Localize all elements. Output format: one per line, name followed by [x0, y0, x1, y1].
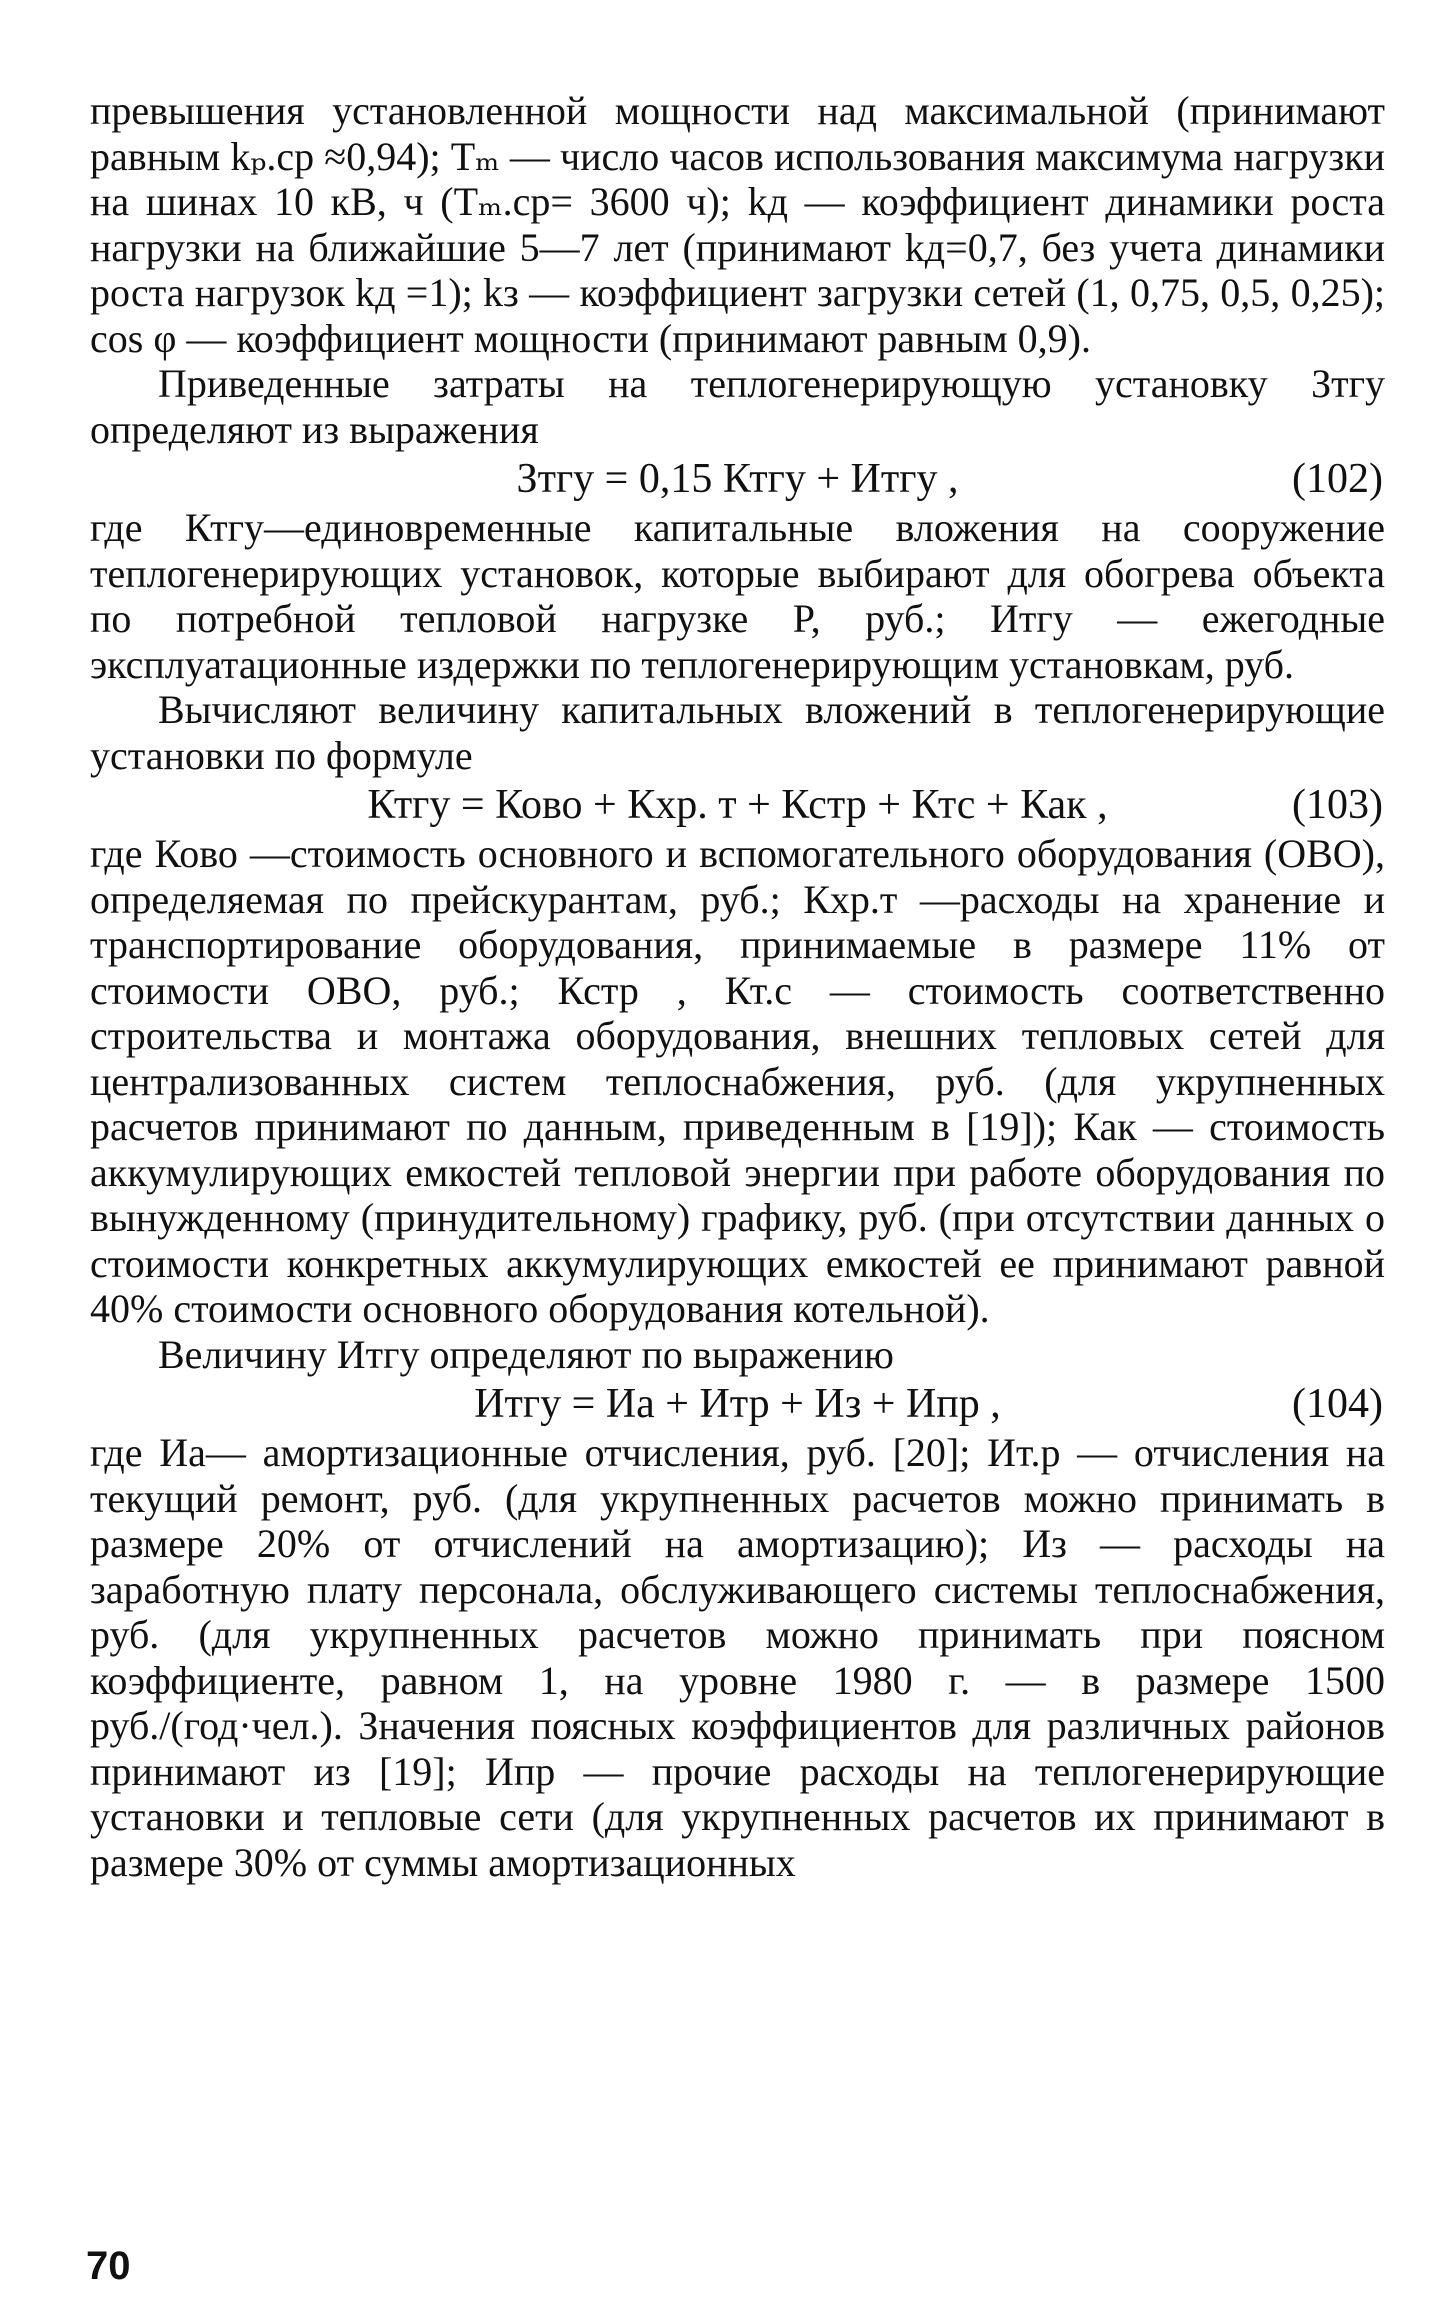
- formula-102-number: (102): [1292, 456, 1383, 502]
- formula-102: [90, 455, 1385, 503]
- paragraph-capital-formula-intro: Вычисляют величину капитальных вложений в теплогенерирующие установки по формуле: [90, 687, 1385, 778]
- formula-104: [90, 1380, 1385, 1428]
- paragraph-reduced-costs: Приведенные затраты на теплогенерирующую установку Зтгу определяют из выражения: [90, 361, 1385, 452]
- page-number: 70: [86, 2244, 131, 2288]
- formula-104-expression: Итгу = Иа + Итр + Из + Ипр ,: [474, 1381, 1001, 1427]
- paragraph-equipment-costs: где Ково —стоимость основного и вспомогательного оборудования (ОВО), определяемая по прейскурантам, руб.; Кхр.т —расходы на хранение и транспортирование оборудования, принимаемые в размере 11% от стоимости ОВО, руб.; Кстр , Кт.с — стоимость соответственно строительства и монтажа оборудования, внешних тепловых сетей для централизованных систем теплоснабжения, руб. (для укрупненных расчетов принимают по данным, приведенным в [19]); Как — стоимость аккумулирующих емкостей тепловой энергии при работе оборудования по вынужденному (принудительному) графику, руб. (при отсутствии данных о стоимости конкретных аккумулирующих емкостей ее принимают равной 40% стоимости основного оборудования котельной).: [90, 831, 1385, 1331]
- formula-102-expression: Зтгу = 0,15 Ктгу + Итгу ,: [516, 456, 959, 502]
- paragraph-capital-investments-definition: где Ктгу—единовременные капитальные вложения на сооружение теплогенерирующих установок, которые выбирают для обогрева объекта по потребной тепловой нагрузке P, руб.; Итгу — ежегодные эксплуатационные издержки по теплогенерирующим установкам, руб.: [90, 505, 1385, 687]
- paragraph-operating-costs-definition: где Иа— амортизационные отчисления, руб. [20]; Ит.р — отчисления на текущий ремонт, руб. (для укрупненных расчетов можно принимать в размере 20% от отчислений на амортизацию); Из — расходы на заработную плату персонала, обслуживающего системы теплоснабжения, руб. (для укрупненных расчетов можно принимать при поясном коэффициенте, равном 1, на уровне 1980 г. — в размере 1500 руб./(год·чел.). Значения поясных коэффициентов для различных районов принимают из [19]; Ипр — прочие расходы на теплогенерирующие установки и тепловые сети (для укрупненных расчетов их принимают в размере 30% от суммы амортизационных: [90, 1430, 1385, 1885]
- formula-104-number: (104): [1292, 1381, 1383, 1427]
- paragraph-operating-costs-intro: Величину Итгу определяют по выражению: [158, 1331, 894, 1377]
- paragraph-coefficients: превышения установленной мощности над максимальной (принимают равным kₚ.ср ≈0,94); Tₘ — число часов использования максимума нагрузки на шинах 10 кВ, ч (Tₘ.ср= 3600 ч); kд — коэффициент динамики роста нагрузки на ближайшие 5—7 лет (принимают kд=0,7, без учета динамики роста нагрузок kд =1); kз — коэффициент загрузки сетей (1, 0,75, 0,5, 0,25); cos φ — коэффициент мощности (принимают равным 0,9).: [90, 88, 1385, 361]
- formula-103: [90, 781, 1385, 829]
- formula-103-number: (103): [1292, 782, 1383, 828]
- formula-103-expression: Ктгу = Ково + Кхр. т + Кстр + Ктс + Как ,: [367, 782, 1108, 828]
